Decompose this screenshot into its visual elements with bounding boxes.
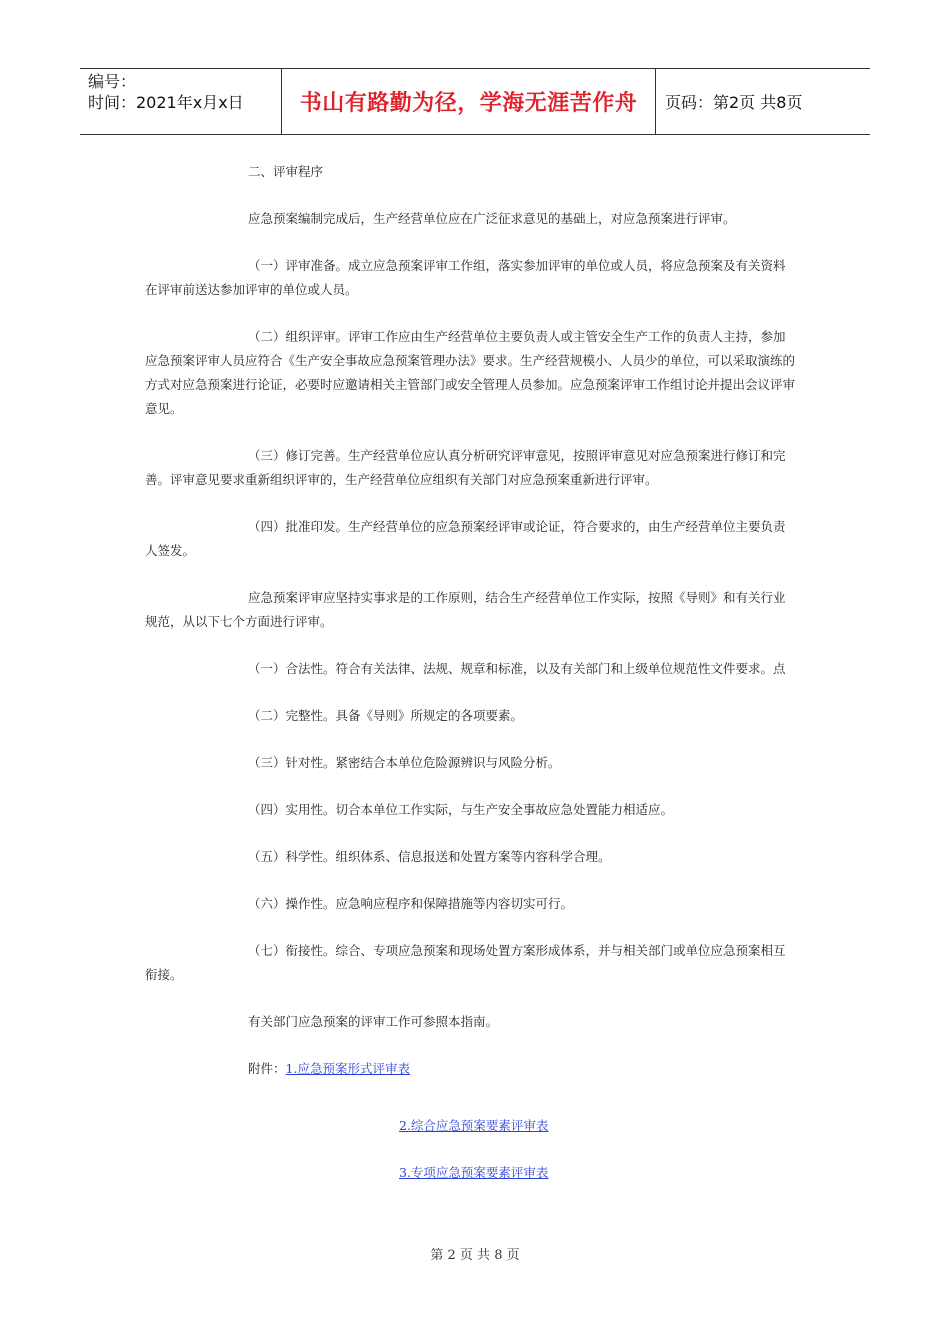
paragraph: （一）评审准备。成立应急预案评审工作组，落实参加评审的单位或人员，将应急预案及有关资料在评审前送达参加评审的单位或人员。 bbox=[145, 258, 786, 297]
attachment-link-2[interactable]: 2.综合应急预案要素评审表 bbox=[399, 1118, 549, 1133]
page-footer bbox=[0, 1244, 950, 1263]
paragraph: （七）衔接性。综合、专项应急预案和现场处置方案形成体系，并与相关部门或单位应急预案相互衔接。 bbox=[145, 943, 786, 982]
paragraph: 有关部门应急预案的评审工作可参照本指南。 bbox=[248, 1014, 499, 1029]
page-header bbox=[80, 68, 870, 135]
attachment-line bbox=[145, 1057, 797, 1081]
paragraph: （六）操作性。应急响应程序和保障措施等内容切实可行。 bbox=[248, 896, 574, 911]
paragraph: 应急预案编制完成后，生产经营单位应在广泛征求意见的基础上，对应急预案进行评审。 bbox=[248, 211, 736, 226]
section-title: 二、评审程序 bbox=[248, 164, 324, 179]
header-motto-cell bbox=[282, 69, 656, 134]
header-meta bbox=[80, 69, 282, 134]
paragraph: （一）合法性。符合有关法律、法规、规章和标准，以及有关部门和上级单位规范性文件要求。点 bbox=[248, 661, 786, 676]
paragraph: （三）修订完善。生产经营单位应认真分析研究评审意见，按照评审意见对应急预案进行修订和完善。评审意见要求重新组织评审的，生产经营单位应组织有关部门对应急预案重新进行评审。 bbox=[145, 448, 786, 487]
attachment-link-3-line bbox=[399, 1161, 548, 1185]
document-body bbox=[145, 160, 797, 1081]
footer-page-number: 第 2 页 共 8 页 bbox=[430, 1248, 520, 1263]
attachment-link-1[interactable]: 1.应急预案形式评审表 bbox=[285, 1061, 410, 1076]
paragraph: （五）科学性。组织体系、信息报送和处置方案等内容科学合理。 bbox=[248, 849, 611, 864]
header-motto: 书山有路勤为径，学海无涯苦作舟 bbox=[299, 91, 638, 116]
attachment-link-3[interactable]: 3.专项应急预案要素评审表 bbox=[399, 1165, 549, 1180]
attachment-link-2-line bbox=[399, 1114, 548, 1138]
paragraph: （四）实用性。切合本单位工作实际，与生产安全事故应急处置能力相适应。 bbox=[248, 802, 674, 817]
paragraph: 应急预案评审应坚持实事求是的工作原则，结合生产经营单位工作实际，按照《导则》和有关行业规范，从以下七个方面进行评审。 bbox=[145, 590, 786, 629]
paragraph: （二）完整性。具备《导则》所规定的各项要素。 bbox=[248, 708, 524, 723]
header-page-number: 页码：第2页 共8页 bbox=[665, 93, 803, 112]
attachment-label: 附件： bbox=[248, 1061, 286, 1076]
paragraph: （二）组织评审。评审工作应由生产经营单位主要负责人或主管安全生产工作的负责人主持，参加应急预案评审人员应符合《生产安全事故应急预案管理办法》要求。生产经营规模小、人员少的单位，可以采取演练的方式对应急预案进行论证，必要时应邀请相关主管部门或安全管理人员参加。应急预案评审工作组讨论并提出会议评审意见。 bbox=[145, 329, 796, 416]
paragraph: （三）针对性。紧密结合本单位危险源辨识与风险分析。 bbox=[248, 755, 561, 770]
document-number-label: 编号： bbox=[88, 72, 137, 91]
paragraph: （四）批准印发。生产经营单位的应急预案经评审或论证，符合要求的，由生产经营单位主要负责人签发。 bbox=[145, 519, 786, 558]
document-date: 时间：2021年x月x日 bbox=[88, 93, 244, 112]
header-page-info bbox=[656, 69, 870, 134]
